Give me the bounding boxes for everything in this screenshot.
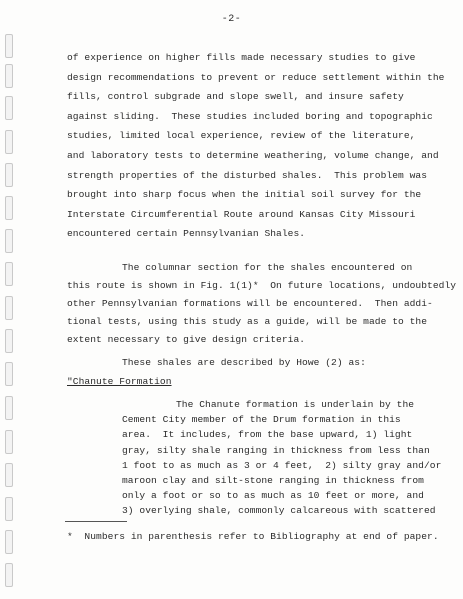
paragraph-line: design recommendations to prevent or reduce settlement within the (67, 71, 445, 83)
paragraph-line: strength properties of the disturbed shales. This problem was (67, 169, 428, 181)
binder-hole (5, 530, 13, 554)
binder-hole (5, 130, 13, 154)
quote-line: The Chanute formation is underlain by the (176, 399, 415, 410)
binder-hole (5, 396, 13, 420)
binder-hole (5, 34, 13, 58)
quote-line: Cement City member of the Drum formation in this (122, 414, 401, 426)
paragraph-line: fills, control subgrade and slope swell, and insure safety (67, 91, 404, 103)
quote-line: gray, silty shale ranging in thickness from less than (122, 444, 430, 456)
binder-hole (5, 64, 13, 88)
footnote-rule (65, 521, 127, 522)
binder-hole (5, 163, 13, 187)
quote-line: 3) overlying shale, commonly calcareous with scattered (122, 505, 436, 517)
paragraph-line: encountered certain Pennsylvanian Shales. (67, 228, 306, 240)
paragraph-line: against sliding. These studies included boring and topographic (67, 110, 433, 122)
paragraph-line: and laboratory tests to determine weathering, volume change, and (67, 150, 439, 161)
binder-hole (5, 262, 13, 286)
quote-line: only a foot or so to as much as 10 feet or more, and (122, 490, 424, 502)
binder-hole (5, 430, 13, 454)
quote-line: area. It includes, from the base upward, 1) light (122, 429, 413, 441)
binder-hole (5, 96, 13, 120)
paragraph-line: brought into sharp focus when the initial soil survey for the (67, 189, 422, 201)
paragraph-line: of experience on higher fills made necessary studies to give (67, 52, 416, 63)
paragraph-line: studies, limited local experience, review of the literature, (67, 130, 416, 142)
binder-hole (5, 329, 13, 353)
paragraph-line: other Pennsylvanian formations will be encountered. Then addi- (67, 298, 433, 309)
paragraph-line: extent necessary to give design criteria. (67, 334, 306, 345)
binder-hole (5, 563, 13, 587)
binder-hole (5, 497, 13, 521)
paragraph-line: Interstate Circumferential Route around Kansas City Missouri (67, 208, 416, 220)
page-number: -2- (221, 14, 242, 25)
binder-hole (5, 296, 13, 320)
paragraph-line: These shales are described by Howe (2) as: (122, 357, 366, 368)
paragraph-line: The columnar section for the shales encountered on (122, 262, 413, 273)
binder-hole (5, 229, 13, 253)
quote-line: 1 foot to as much as 3 or 4 feet, 2) silty gray and/or (122, 459, 442, 471)
binder-hole (5, 362, 13, 386)
paragraph-line: tional tests, using this study as a guide, will be made to the (67, 316, 428, 327)
binder-hole (5, 196, 13, 220)
paragraph-line: this route is shown in Fig. 1(1)* On future locations, undoubtedly (67, 280, 457, 291)
footnote: * Numbers in parenthesis refer to Bibliography at end of paper. (67, 531, 439, 542)
binder-hole (5, 463, 13, 487)
quote-heading: "Chanute Formation (67, 376, 172, 387)
quote-line: maroon clay and silt-stone ranging in thickness from (122, 475, 424, 486)
